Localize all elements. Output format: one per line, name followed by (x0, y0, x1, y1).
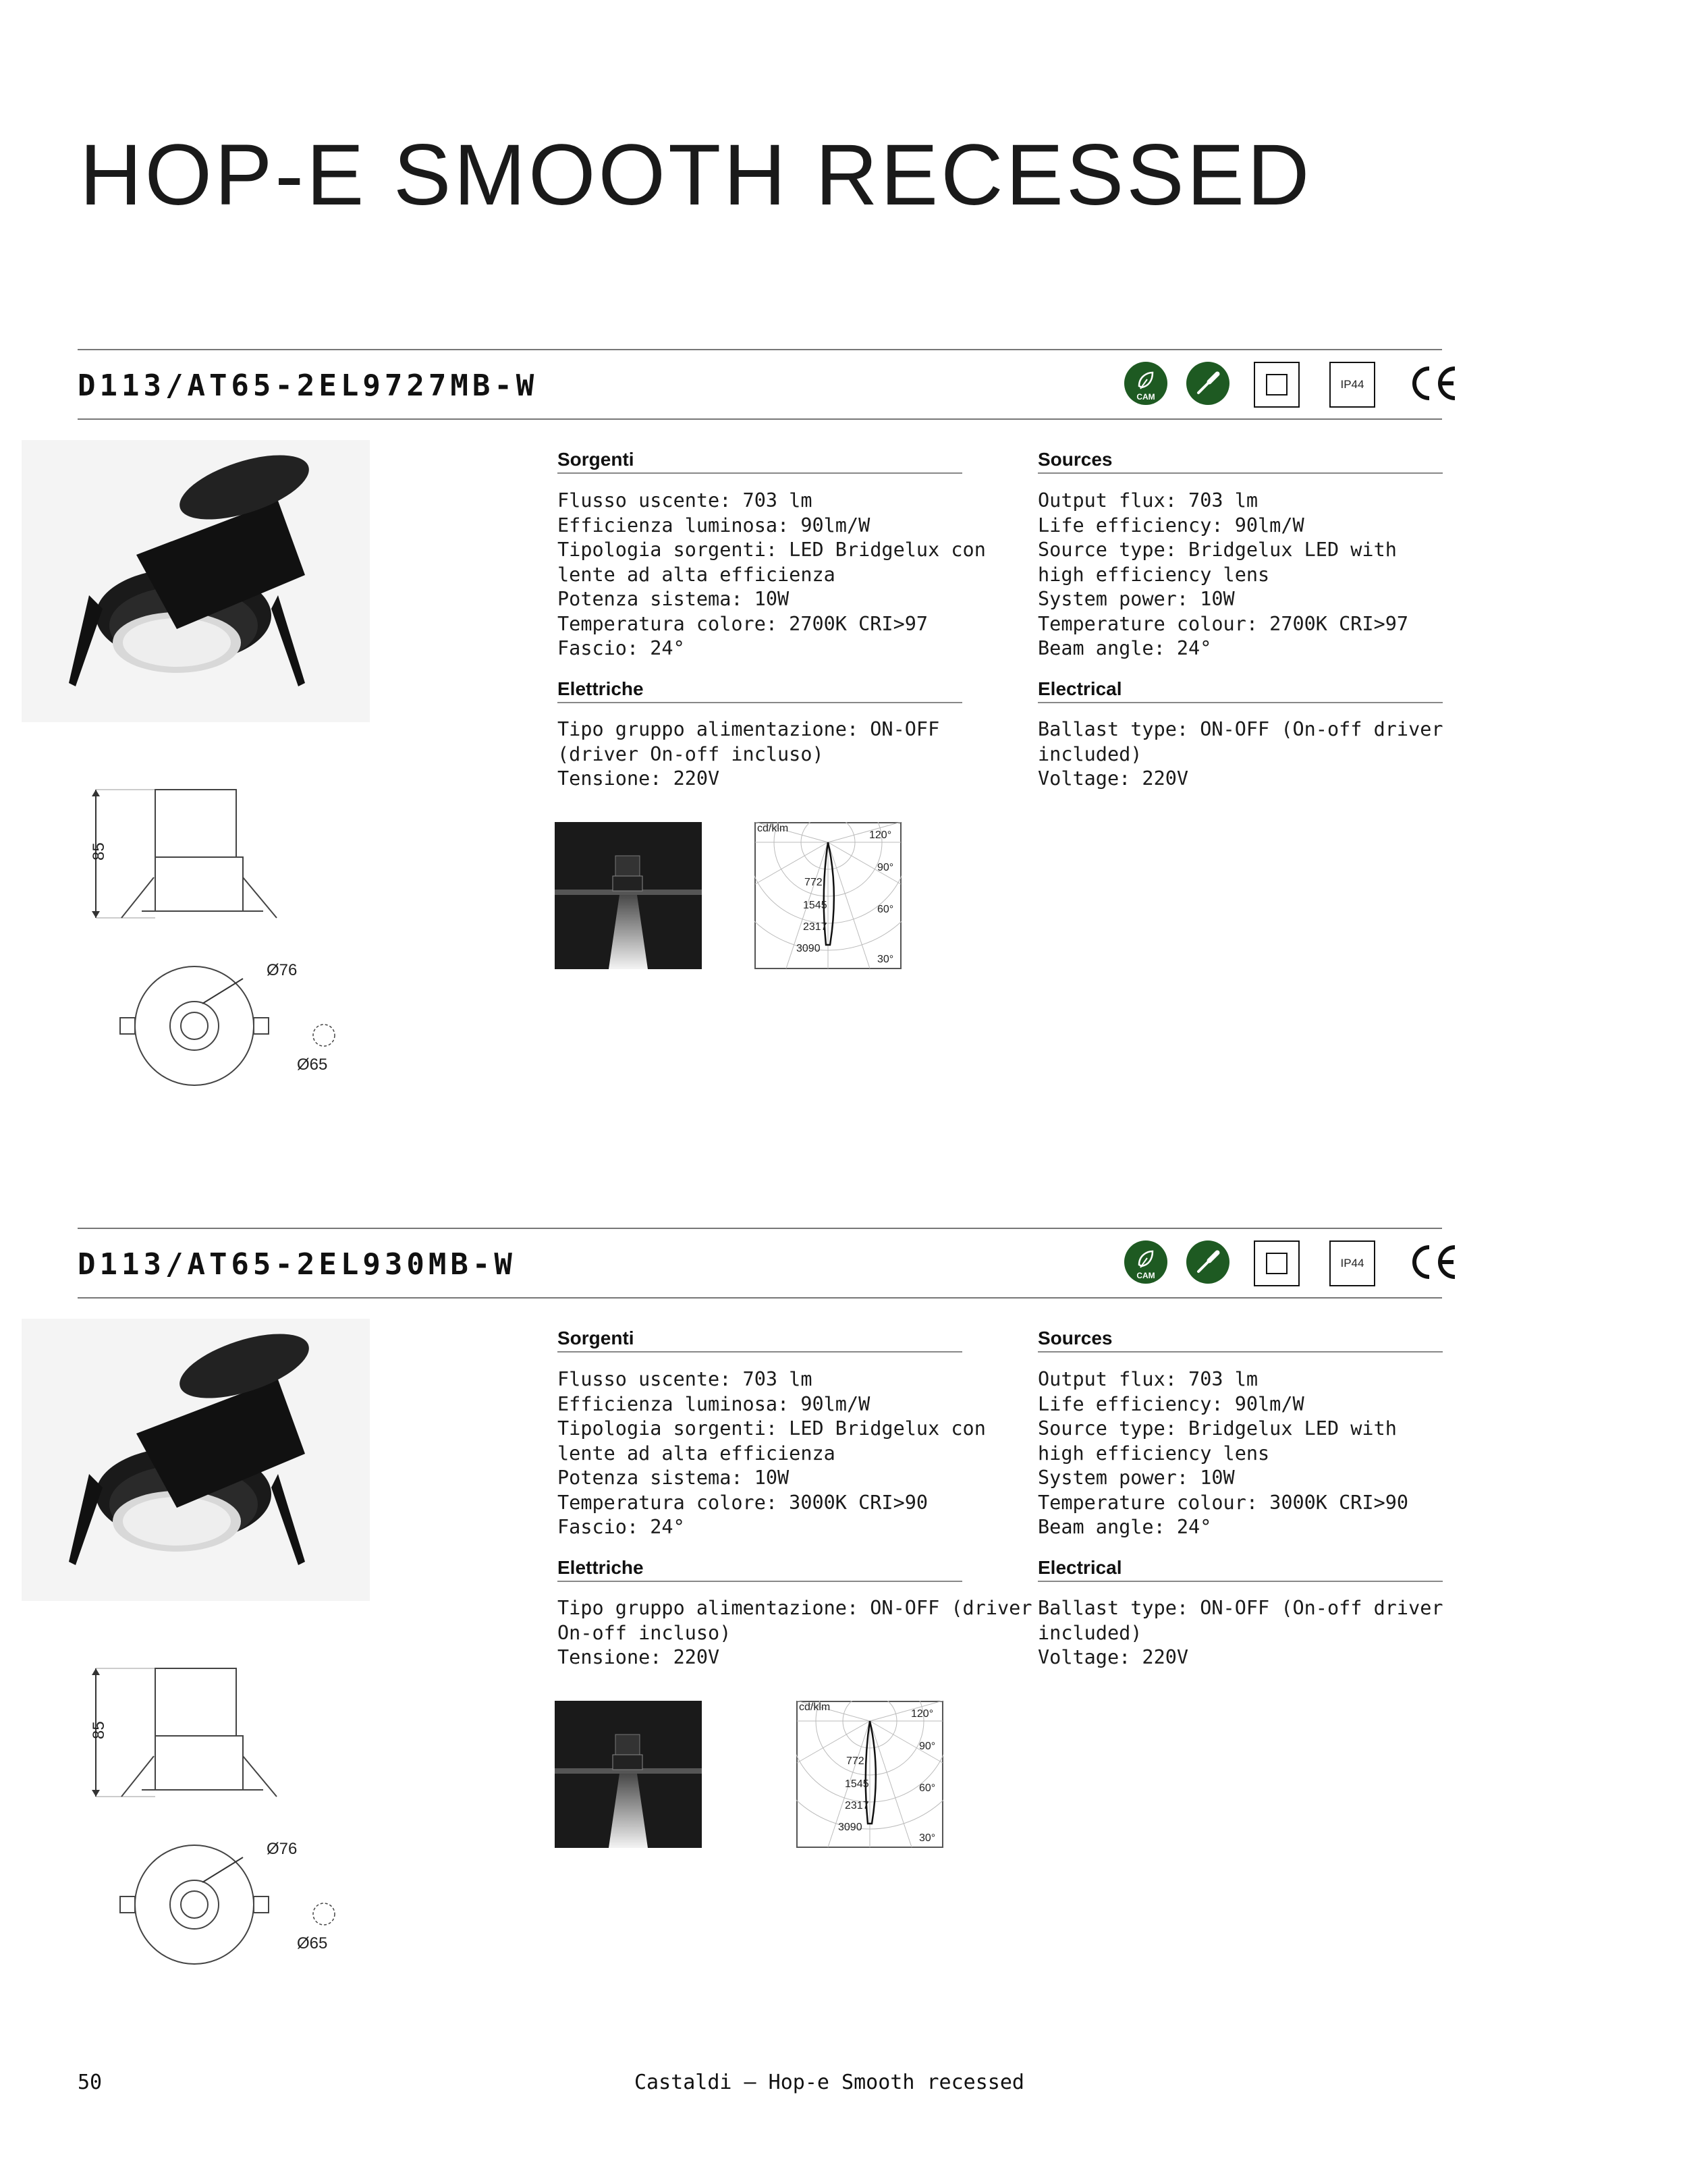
electrical-rule-it (557, 702, 962, 703)
polar-diagram (796, 1701, 943, 1848)
product-code: D113/AT65-2EL930MB-W (78, 1247, 516, 1282)
electrical-list-en (1038, 717, 1443, 792)
ce-mark-icon (1408, 1240, 1462, 1284)
cut-diameter-label: Ø65 (297, 1056, 328, 1074)
spec-line: Tipo gruppo alimentazione: ON-OFF (557, 718, 940, 740)
spec-line: high efficiency lens (1038, 1442, 1270, 1465)
sources-list-en (1038, 1367, 1408, 1540)
spec-line: Potenza sistema: 10W (557, 588, 790, 610)
spec-line: Efficienza luminosa: 90lm/W (557, 1392, 870, 1415)
page-number: 50 (78, 2071, 103, 2094)
ce-mark-icon (1408, 362, 1462, 405)
spec-line: Output flux: 703 lm (1038, 489, 1259, 512)
polar-ring-2317: 2317 (803, 921, 827, 933)
sources-title-en: Sources (1038, 1328, 1113, 1348)
sources-rule-it (557, 472, 962, 474)
polar-ring-772: 772 (804, 877, 823, 888)
spec-line: Potenza sistema: 10W (557, 1467, 790, 1489)
spec-line: Flusso uscente: 703 lm (557, 489, 812, 512)
outer-diameter-label: Ø76 (267, 961, 298, 979)
screwdriver-icon (1186, 1240, 1229, 1284)
ip44-badge: IP44 (1329, 362, 1375, 408)
spec-line: Tipologia sorgenti: LED Bridgelux con (557, 1417, 986, 1440)
spec-line: Ballast type: ON-OFF (On-off driver (1038, 718, 1443, 740)
spec-line: included) (1038, 1621, 1142, 1644)
electrical-list-it (557, 717, 939, 792)
spec-line: included) (1038, 742, 1142, 765)
polar-ring-772: 772 (846, 1755, 864, 1767)
polar-angle-90: 90° (919, 1741, 936, 1752)
cam-label: CAM (1136, 1271, 1155, 1280)
spec-line: Output flux: 703 lm (1038, 1368, 1259, 1390)
spec-line: Fascio: 24° (557, 1516, 685, 1538)
spec-line: lente ad alta efficienza (557, 1442, 835, 1465)
spec-line: Temperatura colore: 3000K CRI>90 (557, 1491, 929, 1514)
spec-line: Life efficiency: 90lm/W (1038, 1392, 1304, 1415)
electrical-list-en (1038, 1596, 1443, 1670)
spec-line: (driver On-off incluso) (557, 742, 824, 765)
sources-rule-en (1038, 1351, 1443, 1353)
sources-title-it: Sorgenti (557, 1328, 634, 1348)
electrical-title-it: Elettriche (557, 1557, 644, 1578)
spec-line: lente ad alta efficienza (557, 563, 835, 586)
product-section-2 (0, 879, 1687, 1953)
screwdriver-icon (1186, 362, 1229, 405)
cam-leaf-icon (1124, 362, 1167, 405)
spec-line: System power: 10W (1038, 588, 1235, 610)
sources-list-it (557, 489, 986, 661)
spec-line: Source type: Bridgelux LED with (1038, 1417, 1397, 1440)
height-label: 85 (90, 1721, 108, 1739)
spec-line: Tipologia sorgenti: LED Bridgelux con (557, 539, 986, 561)
polar-ring-1545: 1545 (803, 900, 827, 911)
footer-caption: Castaldi — Hop-e Smooth recessed (634, 2071, 1024, 2094)
product-photo (22, 1319, 370, 1601)
spec-line: Flusso uscente: 703 lm (557, 1368, 812, 1390)
spec-line: Life efficiency: 90lm/W (1038, 514, 1304, 537)
spec-line: System power: 10W (1038, 1467, 1235, 1489)
spec-line: Ballast type: ON-OFF (On-off driver (1038, 1597, 1443, 1619)
spec-line: Fascio: 24° (557, 637, 685, 659)
spec-line: On-off incluso) (557, 1621, 731, 1644)
polar-angle-30: 30° (919, 1832, 936, 1844)
spec-line: Tensione: 220V (557, 1646, 720, 1668)
technical-drawing (81, 1655, 351, 1972)
polar-angle-60: 60° (877, 904, 894, 915)
polar-angle-60: 60° (919, 1782, 936, 1794)
outer-diameter-label: Ø76 (267, 1840, 298, 1858)
spec-line: Temperature colour: 3000K CRI>90 (1038, 1491, 1409, 1514)
sources-title-en: Sources (1038, 449, 1113, 470)
electrical-rule-en (1038, 1581, 1443, 1582)
electrical-title-en: Electrical (1038, 678, 1122, 699)
product-code: D113/AT65-2EL9727MB-W (78, 368, 538, 403)
sources-list-it (557, 1367, 986, 1540)
page-title: HOP-E SMOOTH RECESSED (80, 127, 1312, 223)
polar-angle-30: 30° (877, 954, 894, 965)
electrical-rule-it (557, 1581, 962, 1582)
spec-line: Voltage: 220V (1038, 767, 1189, 790)
electrical-list-it (557, 1596, 1032, 1670)
polar-angle-120: 120° (911, 1708, 934, 1720)
spec-line: Tensione: 220V (557, 767, 720, 790)
spec-line: Source type: Bridgelux LED with (1038, 539, 1397, 561)
bottom-rule (78, 418, 1442, 420)
class-ii-icon (1254, 362, 1300, 408)
height-label: 85 (90, 842, 108, 861)
cam-label: CAM (1136, 392, 1155, 402)
spec-line: Voltage: 220V (1038, 1646, 1189, 1668)
top-rule (78, 1228, 1442, 1229)
product-photo (22, 440, 370, 722)
electrical-title-en: Electrical (1038, 1557, 1122, 1578)
polar-angle-90: 90° (877, 862, 894, 873)
spec-line: Tipo gruppo alimentazione: ON-OFF (driver (557, 1597, 1032, 1619)
spec-line: Efficienza luminosa: 90lm/W (557, 514, 870, 537)
polar-ring-3090: 3090 (838, 1822, 862, 1833)
class-ii-icon (1254, 1240, 1300, 1286)
product-section-1 (0, 0, 1687, 1074)
bottom-rule (78, 1297, 1442, 1299)
spec-line: Beam angle: 24° (1038, 1516, 1212, 1538)
cut-diameter-label: Ø65 (297, 1934, 328, 1953)
beam-render (555, 1701, 702, 1848)
polar-unit: cd/klm (799, 1701, 831, 1713)
cam-leaf-icon (1124, 1240, 1167, 1284)
spec-line: high efficiency lens (1038, 563, 1270, 586)
polar-angle-120: 120° (869, 829, 892, 841)
polar-ring-3090: 3090 (796, 943, 821, 954)
polar-ring-1545: 1545 (845, 1778, 869, 1790)
sources-rule-it (557, 1351, 962, 1353)
ip44-badge: IP44 (1329, 1240, 1375, 1286)
electrical-title-it: Elettriche (557, 678, 644, 699)
polar-unit: cd/klm (757, 823, 789, 834)
top-rule (78, 349, 1442, 350)
polar-ring-2317: 2317 (845, 1800, 869, 1811)
sources-title-it: Sorgenti (557, 449, 634, 470)
spec-line: Beam angle: 24° (1038, 637, 1212, 659)
electrical-rule-en (1038, 702, 1443, 703)
spec-line: Temperature colour: 2700K CRI>97 (1038, 612, 1409, 635)
sources-list-en (1038, 489, 1408, 661)
sources-rule-en (1038, 472, 1443, 474)
spec-line: Temperatura colore: 2700K CRI>97 (557, 612, 929, 635)
